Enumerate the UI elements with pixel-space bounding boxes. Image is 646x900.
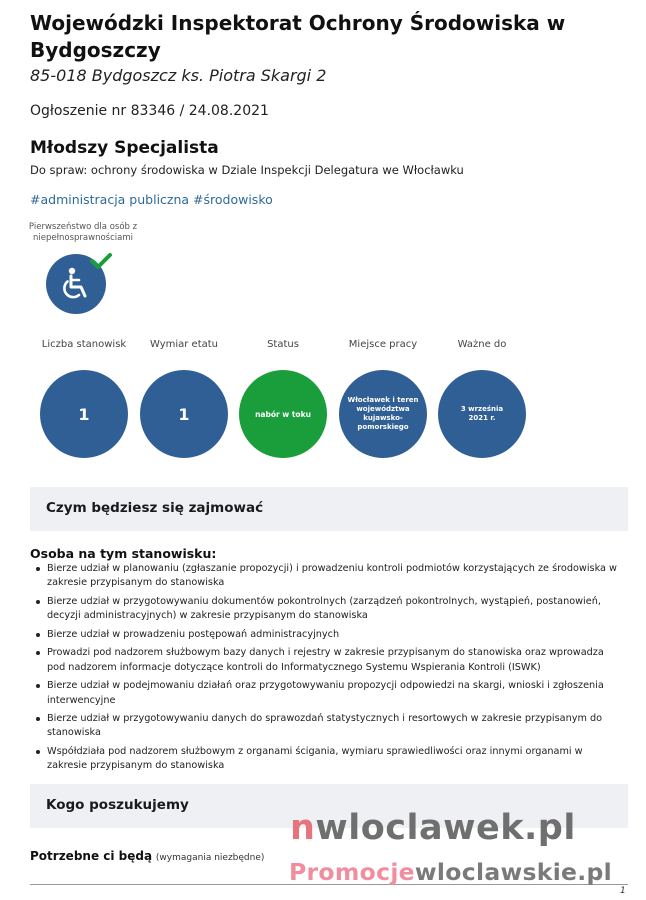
section-title: Czym będziesz się zajmować [46,500,264,516]
stat-positions-count [39,338,129,458]
duties-list [30,562,620,778]
stat-value: 1 [140,370,228,458]
watermark-promocje [289,857,612,887]
stat-status [238,338,328,458]
list-item: Bierze udział w prowadzeniu postępowań administracyjnych [30,628,620,642]
stat-label: Miejsce pracy [348,339,418,350]
stat-value: nabór w toku [239,370,327,458]
stat-label: Liczba stanowisk [41,339,127,350]
stat-workplace [338,338,428,458]
list-item: Bierze udział w planowaniu (zgłaszanie propozycji) i prowadzeniu kontroli podmiotów korzystających ze środowiska w zakresie przypisanym do stanowiska [30,562,620,591]
organization-name: Wojewódzki Inspektorat Ochrony Środowiska w Bydgoszczy [30,11,566,62]
stat-value: Włocławek i teren województwa kujawsko-pomorskiego [339,370,427,458]
list-item: Prowadzi pod nadzorem służbowym bazy danych i rejestry w zakresie przypisanym do stanowiska oraz wprowadza pod nadzorem informacje dotyczące kontroli do Informatycznego Systemu Wspierania Kontroli (ISWK) [30,646,620,675]
stat-label: Ważne do [457,339,507,350]
requirements-label: Potrzebne ci będą [30,849,153,863]
watermark-accent: Promocje [289,858,415,886]
duties-heading: Osoba na tym stanowisku: [30,546,217,561]
stat-label: Status [267,339,299,350]
hashtags[interactable]: #administracja publiczna #środowisko [30,192,273,207]
watermark-text: wloclawek.pl [315,808,576,848]
list-item: Bierze udział w przygotowywaniu dokumentów pokontrolnych (zarządzeń pokontrolnych, wystąpień, postanowień, decyzji administracyjnych) w zakresie przypisanym do stanowiska [30,595,620,624]
list-item: Bierze udział w podejmowaniu działań oraz przygotowywaniu propozycji odpowiedzi na skargi, wnioski i zgłoszenia interwencyjne [30,679,620,708]
stat-employment-size [139,338,229,458]
stat-valid-until [437,338,527,458]
priority-caption: Pierwszeństwo dla osób z niepełnosprawnościami [28,222,138,243]
page-number: 1 [620,886,626,896]
watermark-wloclawek [290,808,576,848]
job-subtitle: Do spraw: ochrony środowiska w Dziale Inspekcji Delegatura we Włocławku [30,163,464,177]
stat-value: 1 [40,370,128,458]
requirements-note: (wymagania niezbędne) [155,853,265,863]
check-icon [90,252,112,274]
list-item: Bierze udział w przygotowywaniu danych do sprawozdań statystycznych i resortowych w zakresie przypisanym do stanowiska [30,712,620,741]
stat-value: 3 września 2021 r. [438,370,526,458]
announcement-number: Ogłoszenie nr 83346 / 24.08.2021 [30,103,269,119]
requirements-line [30,849,264,863]
list-item: Współdziała pod nadzorem służbowym z organami ścigania, wymiaru sprawiedliwości oraz innymi organami w zakresie przypisanym do stanowiska [30,745,620,774]
organization-address: 85-018 Bydgoszcz ks. Piotra Skargi 2 [30,66,327,85]
watermark-text: wloclawskie.pl [414,858,612,886]
stat-label: Wymiar etatu [149,339,219,350]
section-duties-header [30,487,628,531]
job-title: Młodszy Specjalista [30,138,219,158]
watermark-accent: n [290,808,316,848]
section-title: Kogo poszukujemy [46,797,189,813]
